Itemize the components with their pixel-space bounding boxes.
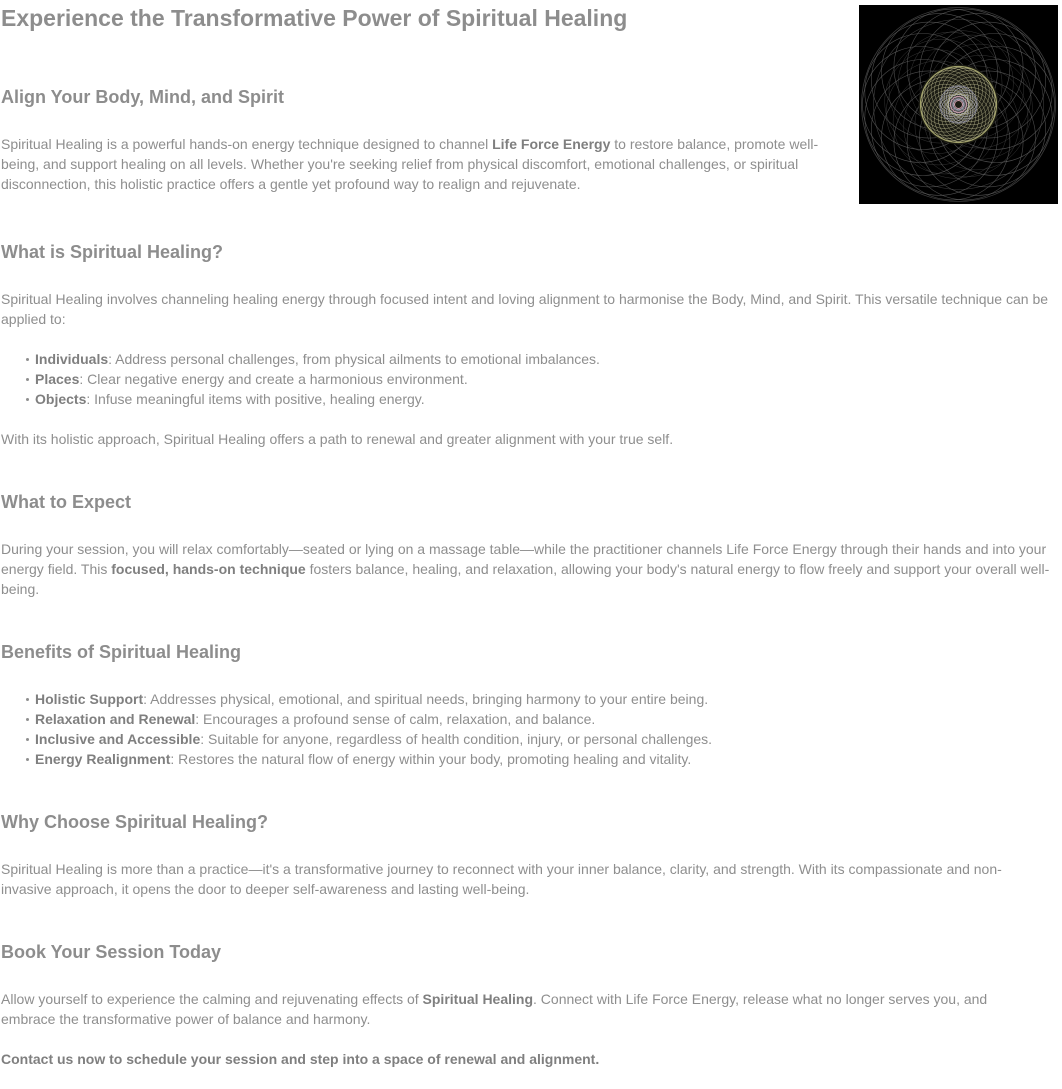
- paragraph-book: Allow yourself to experience the calming and rejuvenating effects of Spiritual Healing. Connect with Life Force Energy, release what no longer serves you, and embrace the transformative power of balance and harmony.: [1, 991, 988, 1027]
- contact-cta: Contact us now to schedule your session and step into a space of renewal and alignment.: [1, 1051, 600, 1067]
- list-item: Energy Realignment: Restores the natural flow of energy within your body, promoting healing and vitality.: [1, 749, 712, 769]
- heading-what-to-expect: What to Expect: [1, 492, 132, 512]
- page-title: Experience the Transformative Power of Spiritual Healing: [1, 5, 628, 31]
- paragraph-why: Spiritual Healing is more than a practice—it's a transformative journey to reconnect with your inner balance, clarity, and strength. With its compassionate and non-invasive approach, it opens the door to deeper self-awareness and lasting well-being.: [1, 861, 1002, 897]
- heading-benefits: Benefits of Spiritual Healing: [1, 642, 242, 662]
- paragraph-what-is-intro: Spiritual Healing involves channeling healing energy through focused intent and loving alignment to harmonise the Body, Mind, and Spirit. This versatile technique can be applied to:: [1, 291, 1049, 327]
- list-item: Individuals: Address personal challenges, from physical ailments to emotional imbalances.: [1, 349, 600, 369]
- paragraph-expect: During your session, you will relax comfortably—seated or lying on a massage table—while the practitioner channels Life Force Energy through their hands and into your energy field. This focused, hands-on technique fosters balance, healing, and relaxation, allowing your body's natural energy to flow freely and support your overall well-being.: [1, 541, 1050, 597]
- heading-align: Align Your Body, Mind, and Spirit: [1, 87, 284, 107]
- list-item: Inclusive and Accessible: Suitable for anyone, regardless of health condition, injury, or personal challenges.: [1, 729, 712, 749]
- hands-on-technique-bold: focused, hands-on technique: [111, 561, 306, 577]
- sacred-geometry-mandala-image: [859, 5, 1058, 204]
- heading-why-choose: Why Choose Spiritual Healing?: [1, 812, 269, 832]
- paragraph-what-is-outro: With its holistic approach, Spiritual Healing offers a path to renewal and greater alignment with your true self.: [1, 431, 674, 447]
- benefits-list: [1, 689, 712, 769]
- heading-book-session: Book Your Session Today: [1, 942, 222, 962]
- list-item: Holistic Support: Addresses physical, emotional, and spiritual needs, bringing harmony to your entire being.: [1, 689, 712, 709]
- heading-what-is: What is Spiritual Healing?: [1, 242, 224, 262]
- mandala-image: [859, 5, 1058, 204]
- paragraph-align: Spiritual Healing is a powerful hands-on energy technique designed to channel Life Force Energy to restore balance, promote well-being, and support healing on all levels. Whether you're seeking relief from physical discomfort, emotional challenges, or spiritual disconnection, this holistic practice offers a gentle yet profound way to realign and rejuvenate.: [1, 136, 819, 192]
- list-item: Relaxation and Renewal: Encourages a profound sense of calm, relaxation, and balance.: [1, 709, 712, 729]
- life-force-energy-bold: Life Force Energy: [492, 136, 611, 152]
- applications-list: [1, 349, 600, 409]
- spiritual-healing-bold: Spiritual Healing: [422, 991, 534, 1007]
- list-item: Places: Clear negative energy and create a harmonious environment.: [1, 369, 600, 389]
- list-item: Objects: Infuse meaningful items with positive, healing energy.: [1, 389, 600, 409]
